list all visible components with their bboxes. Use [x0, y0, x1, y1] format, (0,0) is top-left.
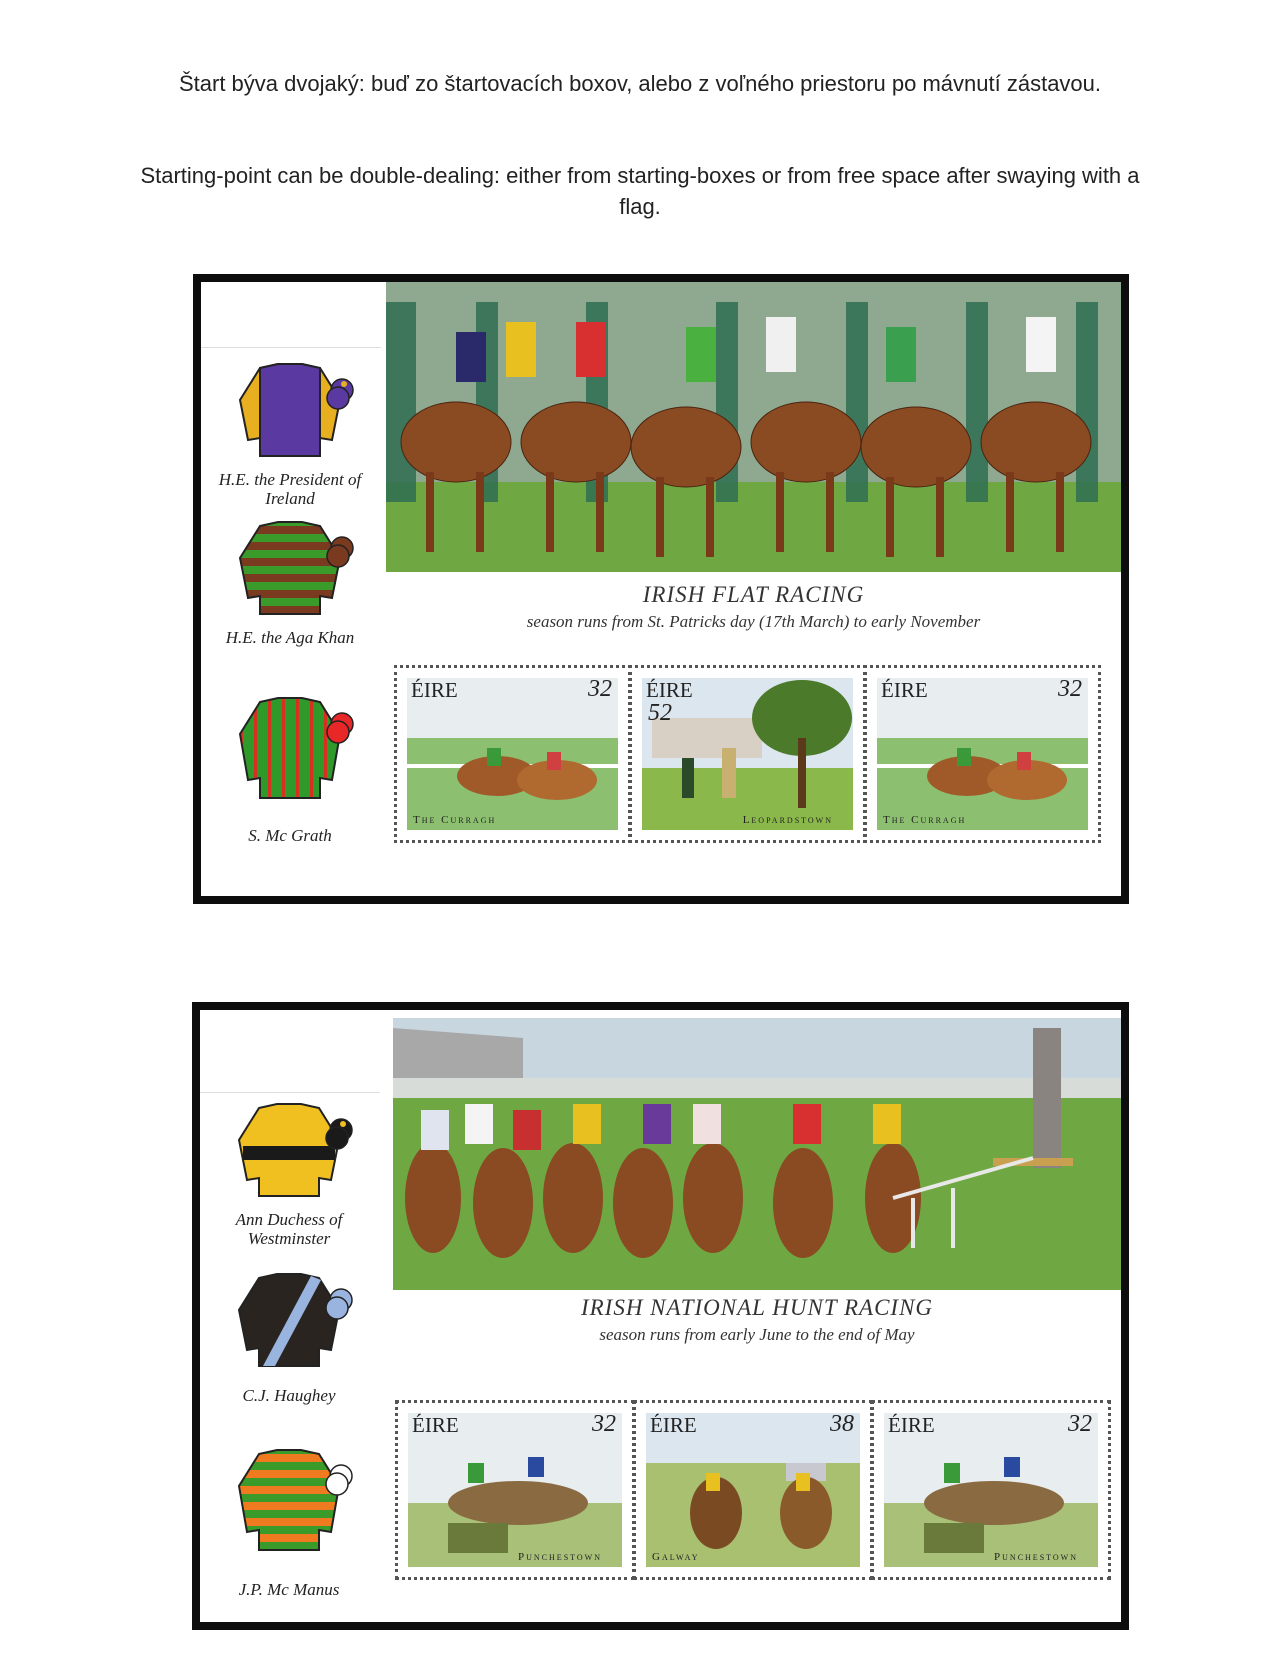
owner-name: H.E. the Aga Khan: [225, 628, 355, 647]
stamp-country: ÉIRE: [412, 1413, 459, 1437]
stamp-country: ÉIRE: [881, 678, 928, 702]
stamp-value: 32: [1068, 1411, 1092, 1437]
owner-name: C.J. Haughey: [242, 1386, 336, 1405]
stamp-place: Punchestown: [518, 1551, 602, 1563]
stamp-1: [395, 1400, 635, 1580]
silk-haughey: [204, 1270, 374, 1405]
owner-silks-column: [201, 282, 381, 896]
sheet-caption: [386, 582, 1121, 632]
owner-name: J.P. Mc Manus: [238, 1580, 340, 1599]
stamp-country: ÉIRE: [888, 1413, 935, 1437]
jockey-jacket-icon: [220, 518, 360, 618]
perforation-line: [201, 347, 381, 348]
stamp-place: Punchestown: [994, 1551, 1078, 1563]
sheet-subtitle: season runs from St. Patricks day (17th March) to early November: [526, 612, 981, 631]
owner-name: H.E. the President of Ireland: [218, 470, 362, 508]
jockey-jacket-icon: [220, 360, 360, 460]
silk-duchess-of-westminster: [204, 1100, 374, 1248]
owner-silks-column: [200, 1010, 380, 1622]
stamp-place: Galway: [652, 1551, 700, 1563]
silk-mc-manus: [204, 1446, 374, 1599]
stamp-country: ÉIRE: [646, 678, 693, 702]
stamp-2: [633, 1400, 873, 1580]
parade-scene: [393, 1018, 1121, 1290]
silk-aga-khan: [205, 518, 375, 647]
stamp-country: ÉIRE: [650, 1413, 697, 1437]
stamp-value: 32: [592, 1411, 616, 1437]
sheet-caption: [393, 1295, 1121, 1345]
stamp-place: The Curragh: [413, 814, 497, 826]
sheet-subtitle: season runs from early June to the end of May: [599, 1325, 915, 1344]
stamp-place: The Curragh: [883, 814, 967, 826]
stamp-3: [871, 1400, 1111, 1580]
stamp-1: [394, 665, 631, 843]
stamp-value: 32: [588, 676, 612, 702]
starting-gate-scene: [386, 282, 1121, 572]
silk-president-of-ireland: [205, 360, 375, 508]
jockey-jacket-icon: [219, 1100, 359, 1200]
header-english: Starting-point can be double-dealing: either from starting-boxes or from free space after swaying with a flag.: [140, 163, 1140, 219]
owner-name: Ann Duchess of Westminster: [235, 1210, 343, 1248]
stamp-value: 38: [830, 1411, 854, 1437]
stamp-place: Leopardstown: [742, 814, 833, 826]
stamp-country: ÉIRE: [411, 678, 458, 702]
jockey-jacket-icon: [220, 694, 360, 804]
header-slovak: Štart býva dvojaký: buď zo štartovacích boxov, alebo z voľného priestoru po mávnutí zástavou.: [178, 71, 1102, 96]
perforation-line: [200, 1092, 380, 1093]
souvenir-sheet-flat-racing: [193, 274, 1129, 904]
stamp-value: 52: [648, 700, 672, 726]
racing-scene-image: [386, 282, 1121, 572]
silk-mc-grath: [205, 694, 375, 845]
stamp-value: 32: [1058, 676, 1082, 702]
jockey-jacket-icon: [219, 1446, 359, 1556]
stamp-2: [629, 665, 866, 843]
stamp-3: [864, 665, 1101, 843]
souvenir-sheet-national-hunt-racing: [192, 1002, 1129, 1630]
racing-scene-image: [393, 1018, 1121, 1290]
sheet-title: IRISH NATIONAL HUNT RACING: [580, 1295, 934, 1320]
sheet-title: IRISH FLAT RACING: [642, 582, 865, 607]
owner-name: S. Mc Grath: [248, 826, 332, 845]
jockey-jacket-icon: [219, 1270, 359, 1370]
